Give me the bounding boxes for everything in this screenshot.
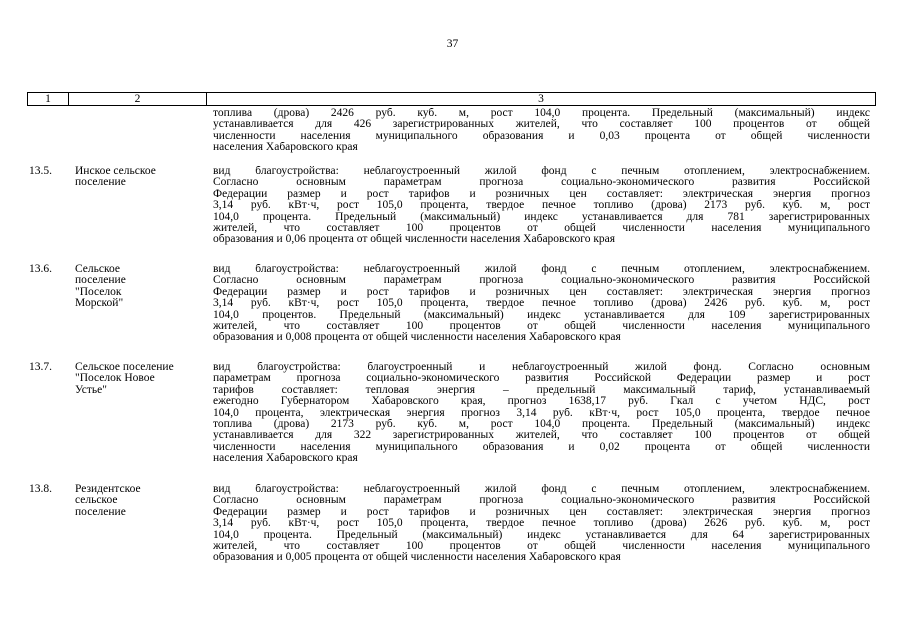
text-line: вид благоустройства: неблагоустроенный жилой фонд с печным отоплением, электроснабжением. bbox=[213, 166, 870, 177]
row-description bbox=[210, 362, 870, 465]
row-description bbox=[210, 108, 870, 154]
table-row-13-6 bbox=[27, 264, 876, 344]
table-row-13-7 bbox=[27, 362, 876, 465]
table-row-continuation bbox=[27, 108, 876, 154]
row-number: 13.7. bbox=[29, 361, 52, 373]
table-row-13-8 bbox=[27, 484, 876, 564]
row-number: 13.8. bbox=[29, 483, 52, 495]
text-line: образования и 0,06 процента от общей численности населения Хабаровского края bbox=[213, 234, 616, 246]
row-number: 13.6. bbox=[29, 263, 52, 275]
settlement-name: Инское сельское поселение bbox=[75, 165, 156, 189]
row-description bbox=[210, 166, 870, 246]
settlement-name: Сельское поселение "Поселок Морской" bbox=[75, 263, 126, 310]
header-col-3: 3 bbox=[538, 93, 544, 105]
page-number: 37 bbox=[446, 38, 459, 50]
text-line: жителей, что составляет 100 процентов от общей численности населения муниципального bbox=[213, 321, 870, 333]
row-description bbox=[210, 484, 870, 564]
text-line: вид благоустройства: благоустроенный и неблагоустроенный жилой фонд. Согласно основным bbox=[213, 362, 870, 373]
text-line: 3,14 руб. кВт·ч, рост 105,0 процента, твердое печное топливо (дрова) 2626 руб. куб. м, рост bbox=[213, 518, 870, 530]
text-line: ежегодно Губернатором Хабаровского края, прогноз 1638,17 руб. Гкал с учетом НДС, рост bbox=[213, 396, 870, 408]
text-line: населения Хабаровского края bbox=[213, 142, 358, 154]
text-line: устанавливается для 426 зарегистрированных жителей, что составляет 100 процентов от общей bbox=[213, 119, 870, 131]
text-line: топлива (дрова) 2173 руб. куб. м, рост 104,0 процента. Предельный (максимальный) индекс bbox=[213, 419, 870, 431]
table-header bbox=[27, 92, 876, 106]
settlement-name: Сельское поселение "Поселок Новое Устье" bbox=[75, 361, 174, 396]
text-line: 3,14 руб. кВт·ч, рост 105,0 процента, твердое печное топливо (дрова) 2173 руб. куб. м, рост bbox=[213, 200, 870, 212]
row-number: 13.5. bbox=[29, 165, 52, 177]
settlement-name: Резидентское сельское поселение bbox=[75, 483, 141, 518]
text-line: тарифов составляет: тепловая энергия – предельный максимальный тариф, устанавливаемый bbox=[213, 384, 870, 396]
text-line: 3,14 руб. кВт·ч, рост 105,0 процента, твердое печное топливо (дрова) 2426 руб. куб. м, рост bbox=[213, 298, 870, 310]
text-line: устанавливается для 322 зарегистрированных жителей, что составляет 100 процентов от общей bbox=[213, 430, 870, 442]
text-line: образования и 0,005 процента от общей численности населения Хабаровского края bbox=[213, 552, 621, 564]
text-line: 104,0 процентов. Предельный (максимальный) индекс устанавливается для 109 зарегистрированных bbox=[213, 309, 870, 321]
header-col-2: 2 bbox=[69, 93, 207, 105]
text-line: 104,0 процента, электрическая энергия прогноз 3,14 руб. кВт·ч, рост 105,0 процента, твердое печное bbox=[213, 407, 870, 419]
text-line: численности населения муниципального образования и 0,03 процента от общей численности bbox=[213, 130, 870, 142]
text-line: образования и 0,008 процента от общей численности населения Хабаровского края bbox=[213, 332, 621, 344]
text-line: численности населения муниципального образования и 0,02 процента от общей численности bbox=[213, 441, 870, 453]
row-description bbox=[210, 264, 870, 344]
text-line: вид благоустройства: неблагоустроенный жилой фонд с печным отоплением, электроснабжением. bbox=[213, 484, 870, 495]
text-line: 104,0 процента. Предельный (максимальный) индекс устанавливается для 781 зарегистрированных bbox=[213, 211, 870, 223]
text-line: Федерации размер и рост тарифов и розничных цен составляет: электрическая энергия прогноз bbox=[213, 286, 870, 298]
text-line: параметрам прогноза социально-экономического развития Российской Федерации размер и рост bbox=[213, 373, 870, 385]
text-line: вид благоустройства: неблагоустроенный жилой фонд с печным отоплением, электроснабжением. bbox=[213, 264, 870, 275]
text-line: населения Хабаровского края bbox=[213, 453, 358, 465]
header-col-1: 1 bbox=[28, 93, 69, 105]
text-line: Согласно основным параметрам прогноза социально-экономического развития Российской bbox=[213, 495, 870, 507]
text-line: жителей, что составляет 100 процентов от общей численности населения муниципального bbox=[213, 223, 870, 235]
text-line: топлива (дрова) 2426 руб. куб. м, рост 104,0 процента. Предельный (максимальный) индекс bbox=[213, 108, 870, 119]
text-line: Согласно основным параметрам прогноза социально-экономического развития Российской bbox=[213, 177, 870, 189]
text-line: Федерации размер и рост тарифов и розничных цен составляет: электрическая энергия прогноз bbox=[213, 506, 870, 518]
text-line: жителей, что составляет 100 процентов от общей численности населения муниципального bbox=[213, 541, 870, 553]
text-line: Федерации размер и рост тарифов и розничных цен составляет: электрическая энергия прогноз bbox=[213, 188, 870, 200]
table-row-13-5 bbox=[27, 166, 876, 246]
text-line: Согласно основным параметрам прогноза социально-экономического развития Российской bbox=[213, 275, 870, 287]
text-line: 104,0 процента. Предельный (максимальный) индекс устанавливается для 64 зарегистрированных bbox=[213, 529, 870, 541]
